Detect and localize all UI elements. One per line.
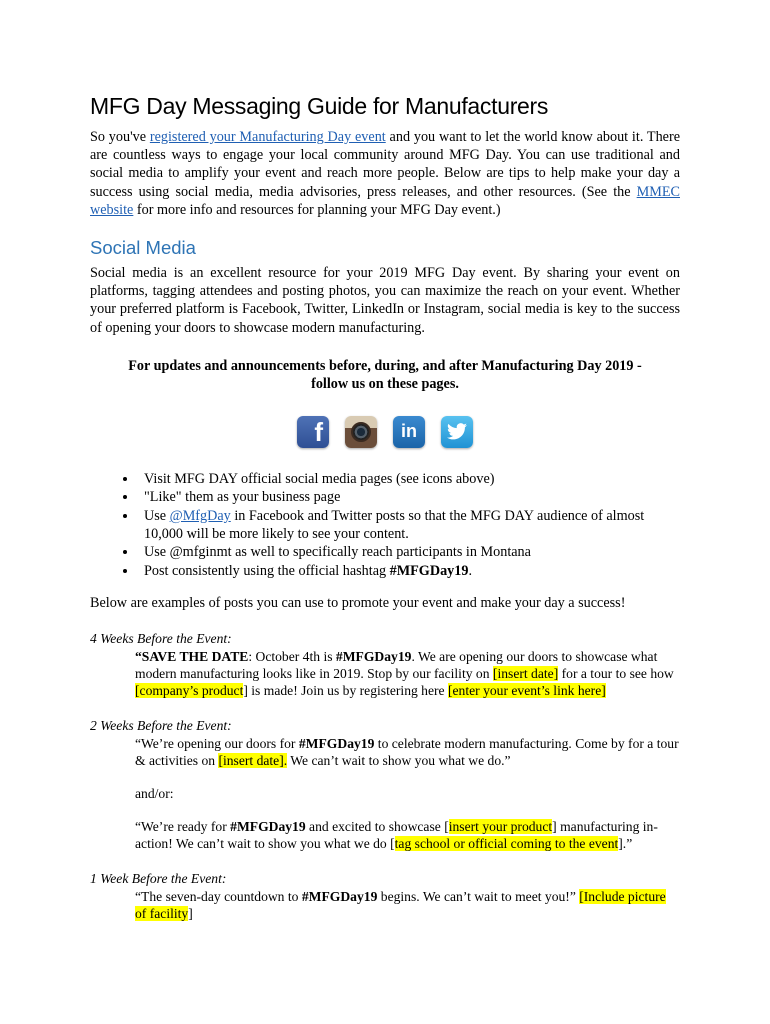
post-text	[135, 818, 680, 852]
intro-paragraph	[90, 128, 680, 219]
two-weeks-post	[135, 735, 680, 852]
twitter-icon[interactable]	[441, 416, 473, 448]
linkedin-icon[interactable]	[393, 416, 425, 448]
post-text-span: : October 4th is	[248, 649, 336, 665]
post-text-span: for a tour to see how	[558, 666, 674, 682]
camera-lens	[351, 422, 371, 442]
post-text-span: We can’t wait to show you what we do.”	[287, 753, 511, 769]
post-text-span: to celebrate modern manufacturing. Come by for a tour & activities on	[135, 736, 679, 769]
list-item	[138, 562, 680, 580]
social-media-heading: Social Media	[90, 237, 196, 259]
two-weeks-label: 2 Weeks Before the Event:	[90, 718, 232, 734]
post-text-span: and excited to showcase [	[305, 819, 449, 835]
one-week-post	[135, 888, 680, 922]
post-text	[135, 648, 680, 699]
placeholder-highlight: [insert date]	[492, 666, 559, 682]
post-text-span: “We’re opening our doors for	[135, 736, 299, 752]
registered-event-link[interactable]: registered your Manufacturing Day event	[149, 129, 386, 145]
placeholder-highlight: insert your product	[448, 819, 553, 835]
hashtag: #MFGDay19	[230, 819, 306, 835]
intro-text: So you've	[90, 129, 150, 145]
list-item-text: Use	[144, 507, 170, 524]
post-text-span: begins. We can’t wait to meet you!”	[377, 889, 580, 905]
follow-us-callout	[90, 357, 680, 394]
and-or-label: and/or:	[135, 786, 174, 802]
placeholder-highlight: tag school or official coming to the event	[394, 836, 619, 852]
linkedin-glyph: in	[401, 421, 417, 442]
list-item: • Visit MFG DAY official social media pages (see icons above)	[138, 470, 680, 488]
post-text-span: “We’re ready for	[135, 819, 231, 835]
placeholder-highlight: [insert date].	[218, 753, 288, 769]
placeholder-text: company’s product	[139, 683, 244, 699]
intro-text: for more info and resources for planning your MFG Day event.)	[133, 201, 501, 218]
examples-intro: Below are examples of posts you can use to promote your event and make your day a success!	[90, 595, 626, 612]
four-weeks-label: 4 Weeks Before the Event:	[90, 631, 232, 647]
post-text-span: ]	[188, 906, 193, 922]
social-tips-list	[90, 470, 680, 580]
post-text	[135, 888, 680, 922]
mfgday-handle-link[interactable]: @MfgDay	[169, 507, 231, 524]
hashtag: #MFGDay19	[389, 562, 469, 579]
placeholder-highlight	[135, 683, 243, 698]
post-text-span: ].”	[618, 836, 633, 852]
post-text-span: ] is made! Join us by registering here	[243, 683, 448, 699]
four-weeks-post	[135, 648, 680, 699]
post-text	[135, 735, 680, 769]
mmec-website-link[interactable]: MMEC website	[90, 183, 680, 218]
post-text-span: “The seven-day countdown to	[135, 889, 302, 905]
intro-text: and you want to let the world know about it. There are countless ways to engage your local community around MFG Day. You can use traditional and social media to amplify your event and reach more people. Below are tips to help make your day a success using social media, media advisories, press releases, and other resources. (See the	[90, 129, 681, 200]
page-title: MFG Day Messaging Guide for Manufacturers	[90, 93, 549, 119]
twitter-bird-icon	[447, 423, 467, 440]
list-item-text: in Facebook and Twitter posts so that the MFG DAY audience of almost 10,000 will be more likely to see your content.	[144, 507, 645, 543]
facebook-glyph: f	[314, 416, 323, 447]
placeholder-highlight: [Include picture of facility	[135, 889, 666, 922]
hashtag: #MFGDay19	[301, 889, 378, 905]
spacer	[135, 802, 680, 818]
follow-line: follow us on these pages.	[311, 376, 459, 393]
placeholder-highlight: [enter your event’s link here]	[447, 683, 606, 699]
instagram-icon[interactable]	[345, 416, 377, 448]
list-item-text: .	[468, 562, 472, 579]
list-item: • Use @mfginmt as well to specifically reach participants in Montana	[138, 543, 680, 561]
save-the-date: “SAVE THE DATE	[135, 649, 249, 665]
list-item: • "Like" them as your business page	[138, 488, 680, 506]
follow-line: For updates and announcements before, during, and after Manufacturing Day 2019 -	[128, 357, 642, 374]
list-item	[138, 507, 680, 544]
hashtag: #MFGDay19	[335, 649, 412, 665]
facebook-icon[interactable]	[297, 416, 329, 448]
post-text-span: . We are opening our doors to showcase what modern manufacturing looks like in 2019. Stop by our facility on	[135, 649, 658, 682]
list-item-text: Post consistently using the official hashtag	[144, 562, 390, 579]
social-icons-row	[90, 416, 680, 448]
bracket: [	[135, 683, 140, 699]
spacer	[135, 769, 680, 785]
one-week-label: 1 Week Before the Event:	[90, 871, 227, 887]
social-media-paragraph: Social media is an excellent resource for your 2019 MFG Day event. By sharing your event on platforms, tagging attendees and posting photos, you can maximize the reach on your event. Whether your preferred platform is Facebook, Twitter, LinkedIn or Instagram, social media is key to the success of opening your doors to showcase modern manufacturing.	[90, 265, 680, 336]
hashtag: #MFGDay19	[298, 736, 375, 752]
post-text-span: ] manufacturing in-action! We can’t wait to show you what we do [	[135, 819, 658, 852]
